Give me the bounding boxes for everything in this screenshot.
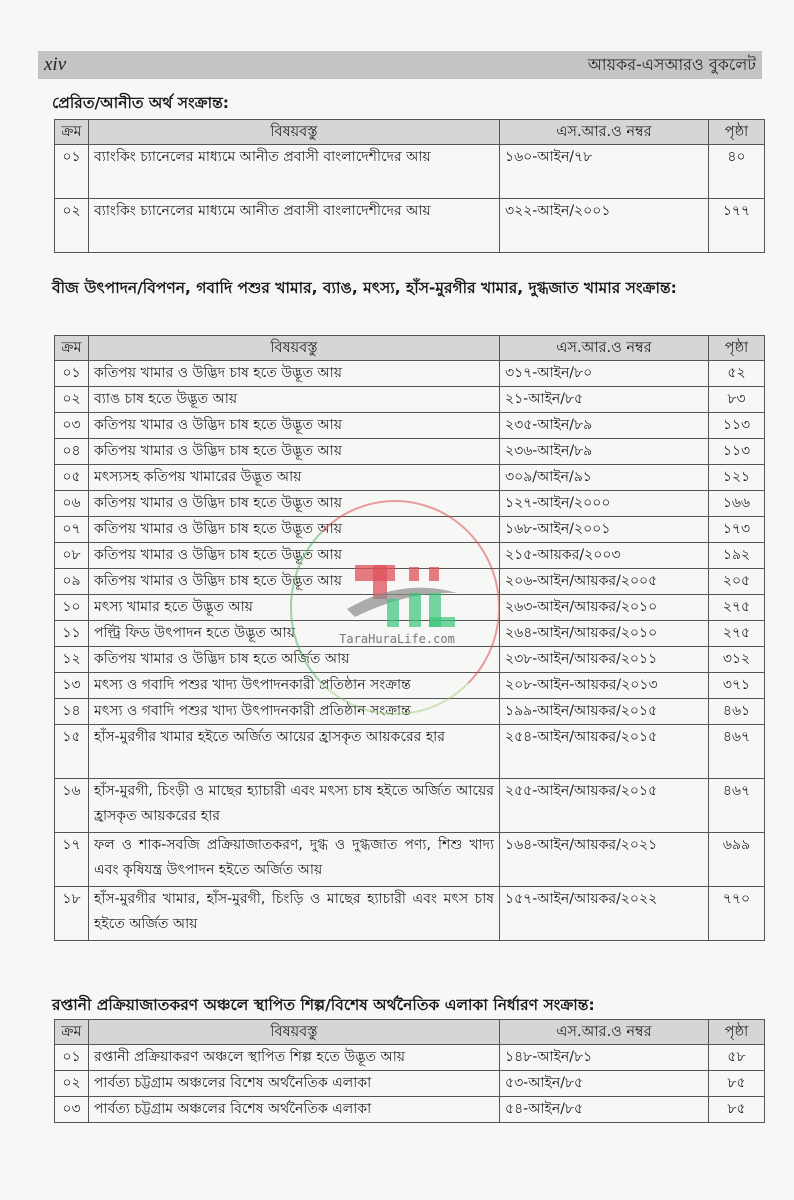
table-row — [55, 833, 765, 887]
row-page: ৪০ — [709, 145, 765, 199]
row-page: ৭৭০ — [709, 887, 765, 941]
row-page: ১২১ — [709, 465, 765, 491]
header-page: পৃষ্ঠা — [709, 1020, 765, 1045]
row-serial: ১১ — [55, 621, 89, 647]
row-sro: ৩১৭-আইন/৮০ — [500, 361, 709, 387]
row-serial: ০১ — [55, 1045, 89, 1071]
row-serial: ০২ — [55, 1071, 89, 1097]
row-subject: ব্যাঙ চাষ হতে উদ্ভূত আয় — [89, 387, 500, 413]
row-sro: ১২৭-আইন/২০০০ — [500, 491, 709, 517]
row-page: ৪৬১ — [709, 699, 765, 725]
row-subject: মৎস্য খামার হতে উদ্ভূত আয় — [89, 595, 500, 621]
section-title-remittance: প্রেরিত/আনীত অর্থ সংক্রান্ত: — [52, 94, 230, 112]
row-serial: ১৫ — [55, 725, 89, 779]
row-serial: ১০ — [55, 595, 89, 621]
running-head — [38, 51, 762, 79]
table-row — [55, 779, 765, 833]
row-sro: ২৩৬-আইন/৮৯ — [500, 439, 709, 465]
row-sro: ২৬৩-আইন/আয়কর/২০১০ — [500, 595, 709, 621]
row-page: ১১৩ — [709, 439, 765, 465]
row-page: ৩১২ — [709, 647, 765, 673]
row-page: ৫৮ — [709, 1045, 765, 1071]
watermark-text: TaraHuraLife.com — [339, 632, 455, 646]
table-row — [55, 517, 765, 543]
row-page: ৮৩ — [709, 387, 765, 413]
table-row — [55, 621, 765, 647]
row-page: ৫২ — [709, 361, 765, 387]
row-page: ২৭৫ — [709, 595, 765, 621]
table-row — [55, 1045, 765, 1071]
row-subject: পল্ট্রি ফিড উৎপাদন হতে উদ্ভূত আয় — [89, 621, 500, 647]
row-subject: হাঁস-মুরগীর খামার, হাঁস-মুরগী, চিংড়ি ও মাছের হ্যাচারী এবং মৎস চাষ হইতে অর্জিত আয় — [89, 887, 500, 941]
row-sro: ২৩৮-আইন/আয়কর/২০১১ — [500, 647, 709, 673]
row-sro: ৫৪-আইন/৮৫ — [500, 1097, 709, 1123]
row-serial: ১৪ — [55, 699, 89, 725]
row-sro: ৩০৯/আইন/৯১ — [500, 465, 709, 491]
row-sro: ২১-আইন/৮৫ — [500, 387, 709, 413]
row-subject: পার্বত্য চট্টগ্রাম অঞ্চলের বিশেষ অর্থনৈতিক এলাকা — [89, 1071, 500, 1097]
row-serial: ১২ — [55, 647, 89, 673]
row-page: ২০৫ — [709, 569, 765, 595]
row-serial: ০৬ — [55, 491, 89, 517]
row-sro: ১৬৪-আইন/আয়কর/২০২১ — [500, 833, 709, 887]
table-row — [55, 439, 765, 465]
row-serial: ০৩ — [55, 413, 89, 439]
row-subject: কতিপয় খামার ও উদ্ভিদ চাষ হতে উদ্ভূত আয় — [89, 569, 500, 595]
row-sro: ২৩৫-আইন/৮৯ — [500, 413, 709, 439]
row-sro: ১৯৯-আইন/আয়কর/২০১৫ — [500, 699, 709, 725]
table-row — [55, 699, 765, 725]
row-sro: ২১৫-আয়কর/২০০৩ — [500, 543, 709, 569]
row-page: ১৬৬ — [709, 491, 765, 517]
row-subject: মৎস্য ও গবাদি পশুর খাদ্য উৎপাদনকারী প্রতিষ্ঠান সংক্রান্ত — [89, 673, 500, 699]
row-sro: ১৬০-আইন/৭৮ — [500, 145, 709, 199]
row-sro: ২০৬-আইন/আয়কর/২০০৫ — [500, 569, 709, 595]
header-page: পৃষ্ঠা — [709, 336, 765, 361]
row-subject: পার্বত্য চট্টগ্রাম অঞ্চলের বিশেষ অর্থনৈতিক এলাকা — [89, 1097, 500, 1123]
table-agriculture — [54, 335, 765, 941]
row-subject: কতিপয় খামার ও উদ্ভিদ চাষ হতে উদ্ভূত আয় — [89, 361, 500, 387]
row-page: ৪৬৭ — [709, 725, 765, 779]
header-sro-number: এস.আর.ও নম্বর — [500, 336, 709, 361]
table-row — [55, 387, 765, 413]
row-serial: ০৩ — [55, 1097, 89, 1123]
row-sro: ৩২২-আইন/২০০১ — [500, 199, 709, 253]
table-row — [55, 1097, 765, 1123]
row-subject: মৎস্য ও গবাদি পশুর খাদ্য উৎপাদনকারী প্রতিষ্ঠান সংক্রান্ত — [89, 699, 500, 725]
table-row — [55, 145, 765, 199]
row-page: ৪৬৭ — [709, 779, 765, 833]
page-number: xiv — [44, 54, 67, 75]
header-sro-number: এস.আর.ও নম্বর — [500, 1020, 709, 1045]
row-subject: হাঁস-মুরগী, চিংড়ী ও মাছের হ্যাচারী এবং মৎস্য চাষ হইতে অর্জিত আয়ের হ্রাসকৃত আয়করের হার — [89, 779, 500, 833]
row-page: ৮৫ — [709, 1071, 765, 1097]
row-serial: ০৪ — [55, 439, 89, 465]
table-row — [55, 199, 765, 253]
table-row — [55, 1071, 765, 1097]
table-header-row — [55, 120, 765, 145]
table-row — [55, 413, 765, 439]
row-serial: ১৩ — [55, 673, 89, 699]
row-sro: ২৫৪-আইন/আয়কর/২০১৫ — [500, 725, 709, 779]
table-row — [55, 465, 765, 491]
row-subject: রপ্তানী প্রক্রিয়াকরণ অঞ্চলে স্থাপিত শিল্প হতে উদ্ভূত আয় — [89, 1045, 500, 1071]
row-sro: ২০৮-আইন-আয়কর/২০১৩ — [500, 673, 709, 699]
header-serial: ক্রম — [55, 120, 89, 145]
row-sro: ১৫৭-আইন/আয়কর/২০২২ — [500, 887, 709, 941]
row-page: ৮৫ — [709, 1097, 765, 1123]
table-row — [55, 595, 765, 621]
row-page: ২৭৫ — [709, 621, 765, 647]
row-subject: কতিপয় খামার ও উদ্ভিদ চাষ হতে অর্জিত আয় — [89, 647, 500, 673]
table-row — [55, 543, 765, 569]
row-page: ১৭৩ — [709, 517, 765, 543]
table-row — [55, 361, 765, 387]
section-title-epz: রপ্তানী প্রক্রিয়াজাতকরণ অঞ্চলে স্থাপিত শিল্প/বিশেষ অর্থনৈতিক এলাকা নির্ধারণ সংক্রান্ত: — [52, 996, 595, 1014]
row-sro: ২৫৫-আইন/আয়কর/২০১৫ — [500, 779, 709, 833]
row-page: ১৯২ — [709, 543, 765, 569]
table-row — [55, 569, 765, 595]
row-page: ১৭৭ — [709, 199, 765, 253]
row-subject: কতিপয় খামার ও উদ্ভিদ চাষ হতে উদ্ভূত আয় — [89, 439, 500, 465]
row-page: ১১৩ — [709, 413, 765, 439]
row-serial: ১৭ — [55, 833, 89, 887]
row-sro: ৫৩-আইন/৮৫ — [500, 1071, 709, 1097]
table-row — [55, 673, 765, 699]
row-subject: কতিপয় খামার ও উদ্ভিদ চাষ হতে উদ্ভূত আয় — [89, 543, 500, 569]
row-serial: ০২ — [55, 387, 89, 413]
row-subject: কতিপয় খামার ও উদ্ভিদ চাষ হতে উদ্ভূত আয় — [89, 491, 500, 517]
row-serial: ১৮ — [55, 887, 89, 941]
row-serial: ০২ — [55, 199, 89, 253]
row-page: ৩৭১ — [709, 673, 765, 699]
table-remittance — [54, 119, 765, 253]
row-serial: ০১ — [55, 361, 89, 387]
header-serial: ক্রম — [55, 1020, 89, 1045]
row-subject: ব্যাংকিং চ্যানেলের মাধ্যমে আনীত প্রবাসী বাংলাদেশীদের আয় — [89, 145, 500, 199]
book-title: আয়কর-এসআরও বুকলেট — [587, 54, 756, 74]
table-row — [55, 725, 765, 779]
row-sro: ১৪৮-আইন/৮১ — [500, 1045, 709, 1071]
row-page: ৬৯৯ — [709, 833, 765, 887]
row-serial: ০৫ — [55, 465, 89, 491]
row-sro: ২৬৪-আইন/আয়কর/২০১০ — [500, 621, 709, 647]
row-subject: ব্যাংকিং চ্যানেলের মাধ্যমে আনীত প্রবাসী বাংলাদেশীদের আয় — [89, 199, 500, 253]
table-epz — [54, 1019, 765, 1123]
header-subject: বিষয়বস্তু — [89, 120, 500, 145]
table-row — [55, 887, 765, 941]
row-sro: ১৬৮-আইন/২০০১ — [500, 517, 709, 543]
header-subject: বিষয়বস্তু — [89, 1020, 500, 1045]
table-row — [55, 647, 765, 673]
header-sro-number: এস.আর.ও নম্বর — [500, 120, 709, 145]
row-subject: হাঁস-মুরগীর খামার হইতে অর্জিত আয়ের হ্রাসকৃত আয়করের হার — [89, 725, 500, 779]
section-title-agriculture: বীজ উৎপাদন/বিপণন, গবাদি পশুর খামার, ব্যাঙ, মৎস্য, হাঁস-মুরগীর খামার, দুগ্ধজাত খামার সংক্রান্ত: — [52, 279, 677, 297]
table-header-row — [55, 336, 765, 361]
row-serial: ০৮ — [55, 543, 89, 569]
row-subject: কতিপয় খামার ও উদ্ভিদ চাষ হতে উদ্ভূত আয় — [89, 413, 500, 439]
row-subject: মৎস্যসহ কতিপয় খামারের উদ্ভূত আয় — [89, 465, 500, 491]
row-serial: ০৭ — [55, 517, 89, 543]
header-serial: ক্রম — [55, 336, 89, 361]
row-serial: ০৯ — [55, 569, 89, 595]
table-row — [55, 491, 765, 517]
header-page: পৃষ্ঠা — [709, 120, 765, 145]
row-subject: কতিপয় খামার ও উদ্ভিদ চাষ হতে উদ্ভূত আয় — [89, 517, 500, 543]
header-subject: বিষয়বস্তু — [89, 336, 500, 361]
row-serial: ১৬ — [55, 779, 89, 833]
row-subject: ফল ও শাক-সবজি প্রক্রিয়াজাতকরণ, দুগ্ধ ও দুগ্ধজাত পণ্য, শিশু খাদ্য এবং কৃষিযন্ত্র উৎপাদন হইতে অর্জিত আয় — [89, 833, 500, 887]
table-header-row — [55, 1020, 765, 1045]
row-serial: ০১ — [55, 145, 89, 199]
